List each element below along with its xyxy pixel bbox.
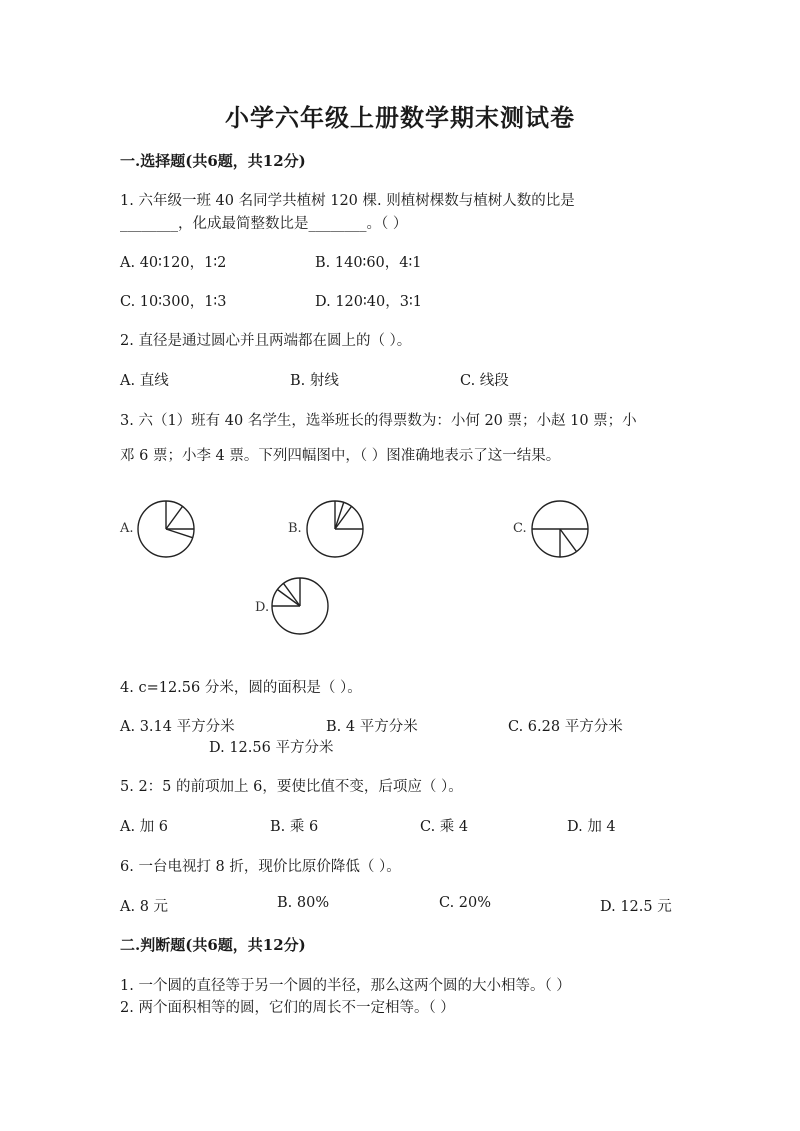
- question-5-option-b: B. 乘 6: [270, 819, 319, 835]
- question-1-line-1: 1. 六年级一班 40 名同学共植树 120 棵. 则植树棵数与植树人数的比是: [120, 193, 575, 209]
- page-title: 小学六年级上册数学期末测试卷: [225, 103, 575, 132]
- question-2-option-b: B. 射线: [290, 373, 339, 389]
- question-6-option-a: A. 8 元: [120, 899, 169, 915]
- section-heading-judgement: 二.判断题(共6题，共12分): [120, 936, 306, 954]
- pie-b-label: B.: [288, 521, 302, 536]
- question-1-option-a: A. 40∶120，1∶2: [120, 255, 227, 271]
- pie-chart-c: [531, 500, 589, 558]
- question-2-text: 2. 直径是通过圆心并且两端都在圆上的（ ）。: [120, 333, 412, 349]
- pie-c-label: C.: [513, 521, 527, 536]
- question-4-option-d: D. 12.56 平方分米: [209, 740, 334, 756]
- pie-d-label: D.: [255, 600, 270, 615]
- pie-chart-b: [306, 500, 364, 558]
- question-4-option-a: A. 3.14 平方分米: [120, 719, 235, 735]
- question-2-option-a: A. 直线: [120, 373, 169, 389]
- question-5-option-c: C. 乘 4: [420, 819, 469, 835]
- question-4-option-c: C. 6.28 平方分米: [508, 719, 623, 735]
- question-6-option-c: C. 20%: [439, 895, 492, 911]
- question-3-line-2: 邓 6 票；小李 4 票。下列四幅图中，（ ）图准确地表示了这一结果。: [120, 448, 561, 464]
- question-6-option-d: D. 12.5 元: [600, 899, 672, 915]
- question-5-option-d: D. 加 4: [567, 819, 616, 835]
- pie-chart-d: [271, 577, 329, 635]
- question-4-option-b: B. 4 平方分米: [326, 719, 418, 735]
- question-1-line-2: ________，化成最简整数比是________。（ ）: [120, 216, 408, 232]
- question-5-text: 5. 2：5 的前项加上 6，要使比值不变，后项应（ ）。: [120, 779, 463, 795]
- judgement-question-1: 1. 一个圆的直径等于另一个圆的半径，那么这两个圆的大小相等。（ ）: [120, 978, 571, 994]
- question-2-option-c: C. 线段: [460, 373, 509, 389]
- question-6-option-b: B. 80%: [277, 895, 330, 911]
- question-1-option-c: C. 10∶300，1∶3: [120, 294, 227, 310]
- question-6-text: 6. 一台电视打 8 折，现价比原价降低（ ）。: [120, 859, 401, 875]
- question-1-option-d: D. 120∶40，3∶1: [315, 294, 422, 310]
- section-heading-choice: 一.选择题(共6题，共12分): [120, 152, 306, 170]
- question-4-text: 4. c=12.56 分米，圆的面积是（ ）。: [120, 680, 362, 696]
- pie-a-label: A.: [120, 521, 134, 536]
- question-5-option-a: A. 加 6: [120, 819, 169, 835]
- judgement-question-2: 2. 两个面积相等的圆，它们的周长不一定相等。（ ）: [120, 1000, 455, 1016]
- question-3-line-1: 3. 六（1）班有 40 名学生，选举班长的得票数为：小何 20 票；小赵 10 票；小: [120, 413, 637, 429]
- question-1-option-b: B. 140∶60，4∶1: [315, 255, 422, 271]
- pie-chart-a: [137, 500, 195, 558]
